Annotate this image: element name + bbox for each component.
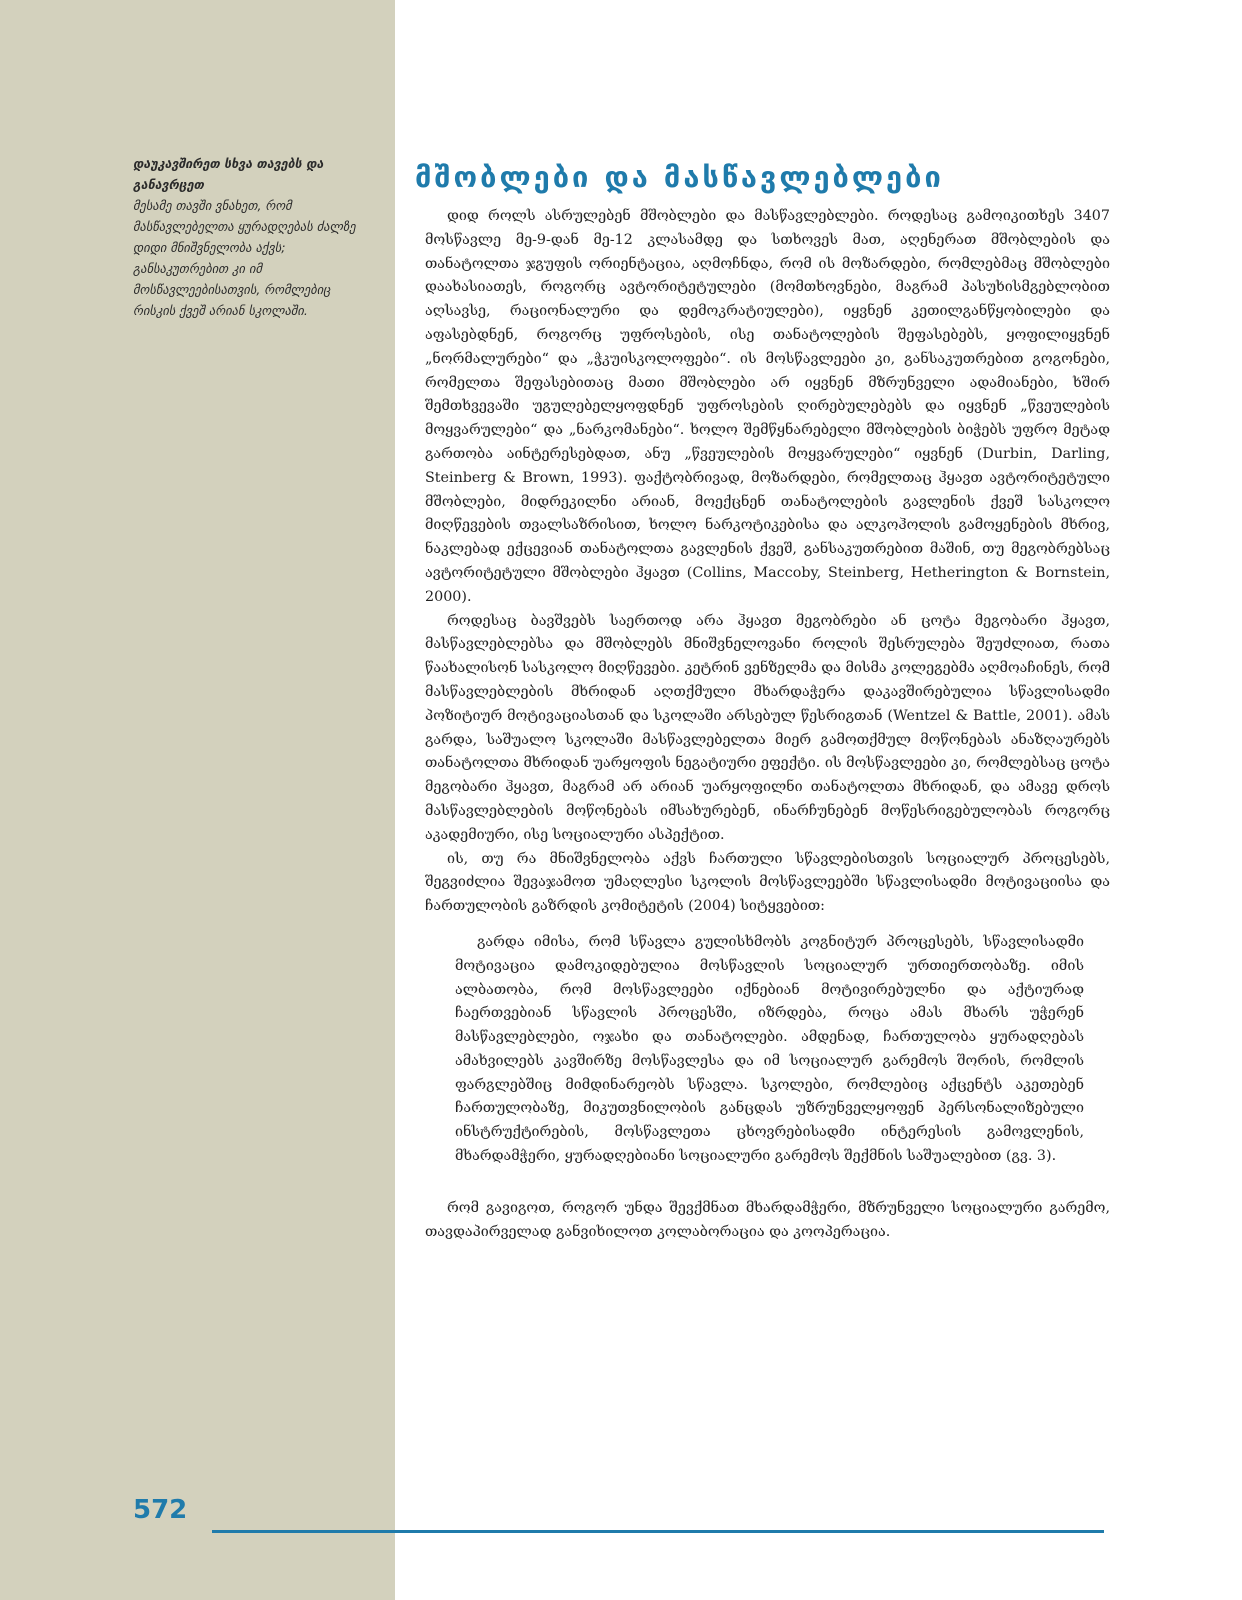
- footer-rule: [212, 1530, 1104, 1533]
- sidenote-title: დაუკავშირეთ სხვა თავებს და განავრცეთ: [133, 156, 324, 192]
- quote-text: გარდა იმისა, რომ სწავლა გულისხმობს კოგნიტურ პროცესებს, სწავლისადმი მოტივაცია დამოკიდებულია მოსწავლის სოციალურ ურთიერთობაზე. იმის ალბათობა, რომ მოსწავლეები იქნებიან მოტივირებულნი და აქტიურად ჩაერთვებიან სწავლის პროცესში, იზრდება, როცა ამას მხარს უჭერენ მასწავლებლები, ოჯახი და თანატოლები. ამდენად, ჩართულობა ყურადღებას ამახვილებს კავშირზე მოსწავლესა და იმ სოციალურ გარემოს შორის, რომლის ფარგლებშიც მიმდინარეობს სწავლა. სკოლები, რომლებიც აქცენტს აკეთებენ ჩართულობაზე, მიკუთვნილობის განცდას უზრუნველყოფენ პერსონალიზებული ინსტრუქტირების, მოსწავლეთა ცხოვრებისადმი ინტერესის გამოვლენის, მხარდამჭერი, ყურადღებიანი სოციალური გარემოს შექმნის საშუალებით (გვ. 3).: [455, 933, 1084, 1165]
- paragraph: როდესაც ბავშვებს საერთოდ არა ჰყავთ მეგობრები ან ცოტა მეგობარი ჰყავთ, მასწავლებლებსა და მშობლებს მნიშვნელოვანი როლის შესრულება შეუძლიათ, რათა წაახალისონ სასკოლო მიღწევები. კეტრინ ვენზელმა და მისმა კოლეგებმა აღმოაჩინეს, რომ მასწავლებლების მხრიდან აღთქმული მხარდაჭერა დაკავშირებულია სწავლისადმი პოზიტიურ მოტივაციასთან და სკოლაში არსებულ წესრიგთან (Wentzel & Battle, 2001). ამას გარდა, საშუალო სკოლაში მასწავლებელთა მიერ გამოთქმულ მოწონებას ანაზღაურებს თანატოლთა მხრიდან უარყოფის ნეგატიური ეფექტი. ის მოსწავლეები კი, რომლებსაც ცოტა მეგობარი ჰყავთ, მაგრამ არ არიან უარყოფილნი თანატოლთა მხრიდან, და ამავე დროს მასწავლებლების მოწონებას იმსახურებენ, ინარჩუნებენ მოწესრიგებულობას როგორც აკადემიური, ისე სოციალური ასპექტით.: [425, 612, 1110, 843]
- section-heading: მშობლები და მასწავლებლები: [415, 160, 944, 194]
- body-text: [425, 205, 1110, 1244]
- paragraph: დიდ როლს ასრულებენ მშობლები და მასწავლებლები. როდესაც გამოიკითხეს 3407 მოსწავლე მე-9-დან მე-12 კლასამდე და სთხოვეს მათ, აღენერათ მშობლების და თანატოლთა ჯგუფის ორიენტაცია, აღმოჩნდა, რომ ის მოზარდები, რომლებმაც მშობლები დაახასიათეს, როგორც ავტორიტეტულები (მომთხოვნები, მაგრამ პასუხისმგებლობით აღსავსე, რაციონალური და დემოკრატიულები), იყვნენ კეთილგანწყობილები და აფასებდნენ, როგორც უფროსების, ისე თანატოლების შეფასებებს, ყოფილიყვნენ „ნორმალურები“ და „ჭკუისკოლოფები“. ის მოსწავლეები კი, განსაკუთრებით გოგონები, რომელთა შეფასებითაც მათი მშობლები არ იყვნენ მზრუნველი ადამიანები, ხშირ შემთხვევაში უგულებელყოფდნენ უფროსების ღირებულებებს და იყვნენ „წვეულების მოყვარულები“ და „ნარკომანები“. ხოლო შემწყნარებელი მშობლების ბიჭებს უფრო მეტად გართობა აინტერესებდათ, ანუ „წვეულების მოყვარულები“ იყვნენ (Durbin, Darling, Steinberg & Brown, 1993). ფაქტობრივად, მოზარდები, რომელთაც ჰყავთ ავტორიტეტული მშობლები, მიდრეკილნი არიან, მოექცნენ თანატოლების გავლენის ქვეშ სასკოლო მიღწევების თვალსაზრისით, ხოლო ნარკოტიკებისა და ალკოჰოლის გამოყენების მხრივ, ნაკლებად ექცევიან თანატოლთა გავლენის ქვეშ, განსაკუთრებით მაშინ, თუ მეგობრებსაც ავტორიტეტული მშობლები ჰყავთ (Collins, Maccoby, Steinberg, Hetherington & Bornstein, 2000).: [425, 208, 1110, 605]
- sidenote: [133, 153, 371, 321]
- sidenote-text: მესამე თავში ვნახეთ, რომ მასწავლებელთა ყურადღებას ძალზე დიდი მნიშვნელობა აქვს; განსაკუთრებით კი იმ მოსწავლეებისათვის, რომლებიც რისკის ქვეშ არიან სკოლაში.: [133, 198, 356, 318]
- closing-paragraph: რომ გავიგოთ, როგორ უნდა შევქმნათ მხარდამჭერი, მზრუნველი სოციალური გარემო, თავდაპირველად განვიხილოთ კოლაბორაცია და კოოპერაცია.: [425, 1199, 1110, 1240]
- block-quote: [455, 931, 1084, 1169]
- page-number: 572: [133, 1495, 188, 1525]
- paragraph: ის, თუ რა მნიშვნელობა აქვს ჩართული სწავლებისთვის სოციალურ პროცესებს, შეგვიძლია შევაჯამოთ უმაღლესი სკოლის მოსწავლეებში სწავლისადმი მოტივაციისა და ჩართულობის გაზრდის კომიტეტის (2004) სიტყვებით:: [425, 850, 1110, 915]
